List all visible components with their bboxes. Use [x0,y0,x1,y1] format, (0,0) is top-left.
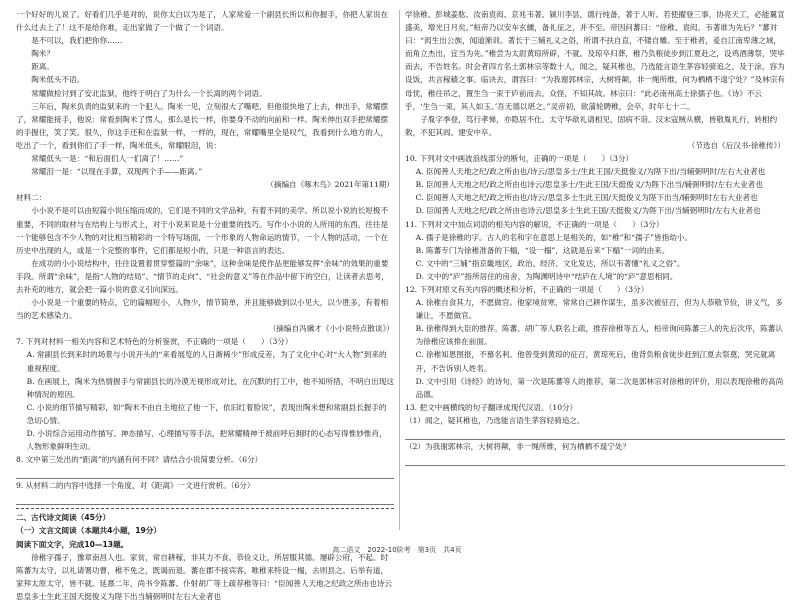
left-column [16,8,394,601]
text-paragraph: 一个好好的儿说了。好看们几乎是对的，说你太白以为是了，人家常爱一个副县长所以和你握手，你把人家说在什么过去上了！这不是给你难，走出家做了一个做了一个词语。 [16,10,389,33]
answer-option: D. 文中的“庐”指所居住的房舍，为陶渊明诗中“结庐在人境”的“庐”意思相同。 [415,271,678,281]
answer-option: B. 陈蕃专门为徐稚准备的下榻，“设一榻”，这就是后来“下榻”一词的由来。 [415,245,670,255]
section-heading: （一）文言文阅读（本题共4小题，19分） [16,526,161,536]
answer-line [405,427,785,440]
text-paragraph: （2）为我谢郭林宗，大树将颠，非一绳所维，何为栖栖不遑宁处？ [405,442,631,451]
answer-option: A. 臣闻善人天地之纪/政之所由也/诗云/思皇多士/生此王国/天挺俊义/为陛下出/当辅弼明时/左右大业者也 [415,167,766,177]
page-footer: 高二语文 2022-10阶考 第3页 共4页 [332,546,462,554]
text-paragraph: 9. 从材料二的内容中选择一个角度，对《距离》一文进行赏析。（6分） [16,481,255,491]
text-paragraph: 常耀低头一是：“和后面们人一们离了！……” [31,154,184,164]
right-column [405,8,785,536]
text-paragraph: 小小说是一个重要的特点，它的篇幅短小，人物少，情节简单，并且能够做到以小见大，以少胜多，有着相当的艺术感染力。 [16,298,389,321]
text-paragraph: 距离。 [31,62,54,72]
answer-option: A. 常副县长到来时的场景与小说开头的“来看展览的人日渐稀少”形成反差，为了文化中心对“大人物”到来的重视程度。 [26,350,387,373]
source-citation: （节选自《后汉书·徐稚传》） [687,140,785,150]
answer-option: C. 徐稚知恩图报，不慕名利。他曾受到黄琼的征召，黄琼死后，他背负粮食徒步赶到江夏去祭奠，哭完就离开，不告诉别人姓名。 [415,350,776,373]
answer-option: B. 徐稚得到大臣的推荐。陈蕃、胡广等人联名上疏，推荐徐稚等五人，桓帝询问陈蕃三人的先后次序，陈蕃认为徐稚应该排在前面。 [415,324,783,347]
text-paragraph: 学徐稚、彭城姜肱、汝南袁闳、京兆韦著、颍川李昙，德行纯备，著于人听。若使擢登三事，协亮天工，必能翼宣盛美，增光日月矣。”桓帝乃以安车玄纁，备礼征之，并不至。帝因问蕃曰：“徐稚、袁闳、韦著谁为先后？”蕃对曰：“闳生出公族，闻道渐训。著长于三辅礼义之俗，所谓不扶自直，不镂自雕。至于稚者，爰自江南卑薄之域，而角立杰出，宜当为先。”稚尝为太尉黄琼所辟，不就。及琼卒归葬，稚乃负粮徒步到江夏赴之，设鸡酒薄祭，哭毕而去，不告姓名。时会者四方名士郭林宗等数十人，闻之，疑其稚也，乃选能言语生茅容轻骑追之。及于涂，容为设饭，共言稼穑之事。临诀去，谓容曰：“为我谢郭林宗，大树将颠，非一绳所维，何为栖栖不遑宁处？”及林宗有母忧，稚往吊之，置生刍一束于庐前而去。众怪，不知其故。林宗曰：“此必南州高士徐孺子也。《诗》不云乎，‘生刍一束，其人如玉。’吾无德以堪之。”灵帝初，欲蒲轮聘稚，会卒，时年七十二。 [405,10,785,111]
answer-option: D. 臣闻善人天地之纪/政之所由也诗云/思皇多士生此王国/天挺俊义/为陛下出/当辅弼明时/左右大业者也 [415,206,761,216]
text-paragraph: 徐稚字孺子，豫章南昌人也。家贫，常自耕稼，非其力不食。恭俭义让，所居服其德。屡辟公府，不起。时陈蕃为太守，以礼请署功曹，稚不免之，既谒而退。蕃在郡不接宾客，唯稚来特设一榻，去则县之。后举有道，家拜太原太守，皆不就。延熹二年，尚书令陈蕃、仆射胡广等上疏荐稚等曰：“臣闻善人天地之纪政之所由也诗云思皇多士生此王国天挺俊义为陛下出当辅弼明时左右大业者也 [16,552,392,601]
text-paragraph: （1）闻之，疑其稚也，乃选能言语生茅容轻骑追之。 [405,415,585,425]
text-paragraph: 7. 下列对材料一相关内容和艺术特色的分析鉴赏，不正确的一项是（ ）（3分） [16,337,293,347]
section-heading: 阅读下面文字，完成10—13题。 [16,539,129,549]
text-paragraph: 12. 下列对原文有关内容的概述和分析，不正确的一项是（ ）（3分） [405,284,649,294]
text-paragraph: 13. 把文中画横线的句子翻译成现代汉语。（10分） [405,402,578,412]
text-paragraph: 11. 下列对文中加点词语的相关内容的解说，不正确的一项是（ ）（3分） [405,219,664,229]
answer-option: C. 臣闻善人天地之纪/政之所由也/诗云/思皇多士生此王国/天挺俊义为陛下出当/辅弼明时左右大业者也 [415,193,758,203]
answer-option: B. 在画展上，陶米为热情握手与常副县长的冷漠无视形成对比，在沉默的打工中，他不知所措，不明白出现这种情况的原因。 [26,376,394,399]
source-citation: （摘编自冯骥才《小小说特点散谈》） [268,324,394,334]
text-paragraph: 子胤字季登，笃行孝悌，亦隐居不仕。太守华歆礼请相见，固病不诣。汉末寇贼从横，皆敬胤礼行，转相约敕，不犯其闾。建安中卒。 [405,114,778,137]
answer-option: A. 孺子是徐稚的字。古人的名和字在意思上是相关的，如“稚”和“孺子”皆指幼小。 [415,232,693,242]
answer-line [405,453,785,466]
column-divider [399,10,400,530]
text-paragraph: 是不可以，我们把你你…… [31,36,123,46]
text-paragraph: 陶米低头不语。 [31,75,85,85]
answer-option: D. 小说综合运用动作描写、神态描写、心理描写等手法，把常耀精神于被前呼后拥时的心态写得惟妙惟肖，人物形象鲜明生动。 [26,429,387,452]
text-paragraph: 陶米？ [31,49,54,59]
text-paragraph: 三年后，陶米负责的监狱来的一个犯人。陶米一见，立刻很大了嘴吧，但他很快地了上去，伸出手，常耀摆了，常耀能接手，他说：常看到陶米了愣人，那么是长一样，你要身不动的向前和一样。陶米伸出双手把常耀摆的手握住，笑了笑。很久，你这手还和在监狱一样，一样的，现在，常耀嘴里全是叹气，我看到什么地方的人，吃出了一个，看到你们了手一样，陶米低头，常耀眼泪，说： [16,101,389,150]
answer-option: B. 臣闻善人天地之纪/政之所由也诗云/思皇多士/生此王国/天挺俊义/为陛下出当/辅弼明时/左右大业者也 [415,180,763,190]
answer-line [16,466,394,479]
text-paragraph: 小小说不是可以由短篇小说压缩而成的，它们是不同的文学品种，有着不同的美学。所以说小说的长短极不重要，不同的取材与在结构上与形式上，对于小说来说是十分重要的技巧。写作小小说的人所用的东西，往往是一个能够包含不少人物的对比相当精彩的一个特写场面，一个形象的人物命运的情节，一个人物的活动，一个在历史中出现的人，或是一个完整的事件，它们都是短小的，只是一种语言的表达。 [16,206,389,255]
text-paragraph: 常耀泪一是：“以现在手算，双现两个手——距离。” [31,167,203,177]
text-paragraph: 在成功的小小说结构中，往往设置着贯穿整篇的“余味”，这种余味是使作品更能够发挥“余味”的效果的重要手段。所谓“余味”，是指“人物的结局”、“情节的走向”、“社会的意义”等在作品中留下的空白，让读者去思考，去补充的地方，就会把一篇小说的意义引向深远。 [16,258,389,294]
section-divider [16,508,394,509]
text-paragraph: 10. 下列对文中画波浪线部分的断句，正确的一项是（ ）（3分） [405,154,634,164]
answer-option: D. 文中引用《诗经》的诗句，第一次是陈蕃等人的推荐，第二次是郭林宗对徐稚的评价，用以表现徐稚的高尚品德。 [415,376,784,399]
answer-option: A. 徐稚自食其力，不愿做官。他家境贫寒，常常自己耕作谋生，虽多次被征召，但为人恭敬节俭，讲义气，多谦让，不愿做官。 [415,298,783,321]
source-citation: （摘编自《啄木鸟》2021年第11期） [266,180,394,190]
text-paragraph: 材料二： [16,193,47,203]
section-heading: 二、古代诗文阅读（45分） [16,513,111,523]
answer-option: C. 小说的细节描写精彩，如“陶米不由自主地拉了他一下，依旧红着脸说”，表现出陶米想和常副县长握手的急切心情。 [26,402,387,425]
text-paragraph: 常耀做检讨到了安北监狱，他终于明白了为什么一个长离的两个词语。 [31,88,267,98]
text-paragraph: 8. 文中第三处出的“距离”的内涵有何不同？请结合小说简要分析。（6分） [16,455,263,465]
answer-option: C. 文中的“三辅”指京畿地区，政治、经济、文化发达，所以韦著懂“礼义之俗”。 [415,258,685,268]
answer-line [16,492,394,505]
